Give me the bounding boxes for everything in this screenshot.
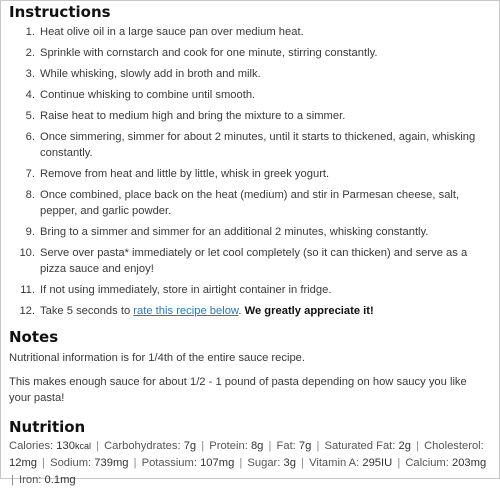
step-number: 6. — [25, 131, 35, 143]
step-number: 5. — [25, 110, 35, 122]
step-item — [9, 166, 491, 182]
nutrition-label: Calcium: — [405, 457, 452, 469]
step-item — [9, 282, 491, 298]
step-text: If not using immediately, store in airtight container in fridge. — [40, 284, 332, 296]
nutrition-value: 3g — [283, 457, 296, 469]
nutrition-value: 7g — [183, 440, 197, 452]
nutrition-value: 12mg — [9, 457, 37, 469]
nutrition-value: 203mg — [451, 457, 487, 469]
step-number: 4. — [25, 89, 35, 101]
nutrition-separator: | — [316, 440, 320, 452]
nutrition-value: 739mg — [94, 457, 129, 469]
nutrition-label: Cholesterol: — [424, 440, 484, 452]
recipe-content — [1, 3, 499, 489]
instructions-heading: Instructions — [9, 3, 111, 21]
nutrition-heading: Nutrition — [9, 418, 86, 436]
step-item — [9, 187, 491, 219]
step-text-prefix: Take 5 seconds to — [40, 305, 134, 317]
nutrition-item — [405, 457, 486, 469]
nutrition-item — [247, 457, 296, 469]
nutrition-label: Fat: — [276, 440, 299, 452]
step-item — [9, 224, 491, 240]
step-item — [9, 87, 491, 103]
nutrition-label: Saturated Fat: — [324, 440, 399, 452]
step-text-middle: . — [238, 305, 245, 317]
appreciation-text: We greatly appreciate it! — [244, 305, 374, 317]
nutrition-item — [9, 440, 91, 452]
nutrition-item — [309, 457, 392, 469]
nutrition-item — [50, 457, 128, 469]
nutrition-separator: | — [42, 457, 46, 469]
nutrition-value: 130 — [56, 440, 75, 452]
nutrition-item — [209, 440, 263, 452]
nutrition-item — [277, 440, 312, 452]
step-text — [40, 303, 491, 319]
nutrition-item — [19, 474, 76, 486]
nutrition-separator: | — [416, 440, 419, 452]
step-number: 1. — [25, 26, 35, 38]
nutrition-label: Sugar: — [247, 457, 284, 469]
nutrition-item — [324, 440, 410, 452]
step-text: Heat olive oil in a large sauce pan over medium heat. — [40, 26, 304, 38]
step-text: Sprinkle with cornstarch and cook for one minute, stirring constantly. — [40, 47, 378, 59]
nutrition-value: 7g — [298, 440, 312, 452]
nutrition-separator: | — [268, 440, 272, 452]
nutrition-label: Vitamin A: — [309, 457, 363, 469]
nutrition-unit: kcal — [74, 441, 91, 451]
nutrition-value: 8g — [250, 440, 264, 452]
notes-paragraph: This makes enough sauce for about 1/2 - 1 pound of pasta depending on how saucy you like your pasta! — [9, 376, 467, 404]
instructions-list — [9, 24, 491, 319]
notes-heading: Notes — [9, 328, 59, 346]
nutrition-separator: | — [133, 457, 137, 469]
step-number: 7. — [25, 168, 35, 180]
nutrition-separator: | — [201, 440, 205, 452]
nutrition-item — [104, 440, 196, 452]
step-number: 11. — [20, 284, 35, 296]
nutrition-value: 295IU — [362, 457, 393, 469]
nutrition-separator: | — [239, 457, 243, 469]
nutrition-value: 2g — [398, 440, 411, 452]
step-item — [9, 245, 491, 277]
nutrition-separator: | — [397, 457, 401, 469]
step-item — [9, 108, 491, 124]
step-text: Once simmering, simmer for about 2 minutes, until it starts to thickened, again, whisking constantly. — [40, 131, 476, 159]
nutrition-label: Calories: — [9, 440, 57, 452]
nutrition-separator: | — [96, 440, 99, 452]
step-text: Serve over pasta* immediately or let cool completely (so it can thicken) and serve as a pizza sauce and enjoy! — [40, 247, 468, 275]
step-text: While whisking, slowly add in broth and milk. — [40, 68, 261, 80]
step-item — [9, 24, 491, 40]
step-number: 12. — [19, 305, 35, 317]
step-text: Remove from heat and little by little, whisk in greek yogurt. — [40, 168, 330, 180]
nutrition-label: Iron: — [19, 474, 45, 486]
step-item — [9, 303, 491, 319]
step-item — [9, 129, 491, 161]
nutrition-value: 0.1mg — [44, 474, 76, 486]
step-text: Raise heat to medium high and bring the mixture to a simmer. — [40, 110, 346, 122]
nutrition-label: Carbohydrates: — [104, 440, 184, 452]
step-number: 3. — [25, 68, 35, 80]
step-number: 9. — [25, 226, 35, 238]
nutrition-item — [142, 457, 235, 469]
notes-section — [9, 350, 491, 406]
nutrition-facts — [9, 438, 491, 489]
step-item — [9, 45, 491, 61]
nutrition-label: Protein: — [209, 440, 251, 452]
nutrition-separator: | — [11, 474, 14, 486]
step-text: Once combined, place back on the heat (medium) and stir in Parmesan cheese, salt, pepper, and garlic powder. — [40, 189, 460, 217]
nutrition-label: Sodium: — [50, 457, 95, 469]
step-text: Continue whisking to combine until smooth. — [40, 89, 256, 101]
step-text: Bring to a simmer and simmer for an additional 2 minutes, whisking constantly. — [40, 226, 429, 238]
nutrition-value: 107mg — [200, 457, 235, 469]
step-number: 8. — [25, 189, 35, 201]
step-item — [9, 66, 491, 82]
step-number: 2. — [25, 47, 35, 59]
nutrition-separator: | — [301, 457, 304, 469]
nutrition-label: Potassium: — [141, 457, 201, 469]
rate-recipe-link[interactable]: rate this recipe below — [133, 305, 239, 317]
step-number: 10. — [19, 247, 35, 259]
notes-paragraph: Nutritional information is for 1/4th of the entire sauce recipe. — [9, 352, 305, 364]
